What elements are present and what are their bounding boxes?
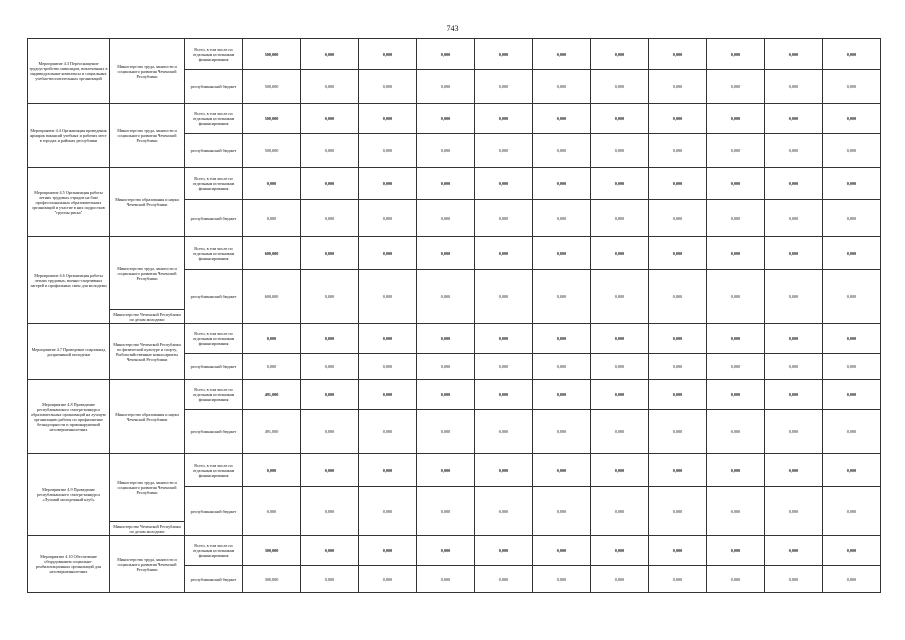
amount-cell: 0,000: [823, 487, 881, 536]
amount-cell: 0,000: [823, 454, 881, 487]
amount-cell: 0,000: [765, 380, 823, 410]
budget-table: [27, 38, 881, 593]
amount-cell: 0,000: [823, 536, 881, 566]
amount-cell: 0,000: [359, 104, 417, 134]
amount-cell: 0,000: [475, 39, 533, 70]
amount-cell: 0,000: [707, 39, 765, 70]
amount-cell: 0,000: [707, 487, 765, 536]
amount-cell: 0,000: [823, 200, 881, 237]
amount-cell: 0,000: [649, 200, 707, 237]
executor-name: Министерство труда, занятости и социального развития Чеченской Республики: [110, 237, 185, 310]
amount-cell: 500,000: [243, 104, 301, 134]
amount-cell: 0,000: [301, 237, 359, 270]
amount-cell: 0,000: [823, 104, 881, 134]
amount-cell: 0,000: [475, 487, 533, 536]
amount-cell: 0,000: [359, 536, 417, 566]
amount-cell: 0,000: [301, 380, 359, 410]
amount-cell: 0,000: [649, 104, 707, 134]
funding-source: республиканский бюджет: [185, 200, 243, 237]
amount-cell: 0,000: [301, 354, 359, 380]
amount-cell: 0,000: [475, 354, 533, 380]
amount-cell: 600,000: [243, 270, 301, 324]
amount-cell: 0,000: [417, 324, 475, 354]
funding-source: республиканский бюджет: [185, 354, 243, 380]
measure-name: Мероприятие 4.9 Проведение республиканского смотра-конкурса «Лучший молодежный клуб»: [28, 454, 110, 536]
amount-cell: 0,000: [649, 354, 707, 380]
amount-cell: 0,000: [359, 410, 417, 454]
amount-cell: 0,000: [475, 168, 533, 200]
amount-cell: 0,000: [301, 536, 359, 566]
amount-cell: 0,000: [301, 168, 359, 200]
amount-cell: 0,000: [417, 168, 475, 200]
amount-cell: 0,000: [707, 536, 765, 566]
amount-cell: 0,000: [417, 200, 475, 237]
amount-cell: 0,000: [707, 168, 765, 200]
executor-name: Министерство Чеченской Республики по делам молодежи: [110, 522, 185, 536]
amount-cell: 0,000: [533, 237, 591, 270]
measure-name: Мероприятие 4.7 Проведение спартакиад допризывной молодежи: [28, 324, 110, 380]
amount-cell: 0,000: [243, 354, 301, 380]
amount-cell: 0,000: [417, 237, 475, 270]
amount-cell: 491,000: [243, 410, 301, 454]
amount-cell: 500,000: [243, 70, 301, 104]
amount-cell: 0,000: [301, 566, 359, 593]
amount-cell: 0,000: [243, 487, 301, 536]
amount-cell: 0,000: [591, 70, 649, 104]
amount-cell: 0,000: [417, 410, 475, 454]
table-row: [28, 168, 881, 200]
funding-source: республиканский бюджет: [185, 487, 243, 536]
amount-cell: 0,000: [475, 410, 533, 454]
measure-name: Мероприятие 4.3 Переоснащение трудоустройство инвалидов, вовлеченных в индивидуальные комплексы и социальных учебно-воспитательных организаций: [28, 39, 110, 104]
amount-cell: 0,000: [417, 566, 475, 593]
amount-cell: 0,000: [591, 380, 649, 410]
amount-cell: 0,000: [649, 134, 707, 168]
amount-cell: 0,000: [475, 200, 533, 237]
amount-cell: 0,000: [533, 39, 591, 70]
amount-cell: 0,000: [475, 380, 533, 410]
amount-cell: 0,000: [533, 566, 591, 593]
amount-cell: 0,000: [591, 134, 649, 168]
amount-cell: 0,000: [475, 324, 533, 354]
amount-cell: 0,000: [243, 454, 301, 487]
table-row: [28, 324, 881, 354]
amount-cell: 0,000: [475, 134, 533, 168]
budget-table-body: [28, 39, 881, 593]
amount-cell: 0,000: [243, 200, 301, 237]
executor-name: Министерство труда, занятости и социального развития Чеченской Республики: [110, 536, 185, 593]
amount-cell: 0,000: [301, 200, 359, 237]
amount-cell: 0,000: [591, 487, 649, 536]
amount-cell: 0,000: [417, 536, 475, 566]
amount-cell: 491,000: [243, 380, 301, 410]
amount-cell: 0,000: [765, 566, 823, 593]
amount-cell: 0,000: [359, 487, 417, 536]
amount-cell: 0,000: [591, 454, 649, 487]
amount-cell: 0,000: [649, 566, 707, 593]
table-row: [28, 39, 881, 70]
amount-cell: 0,000: [533, 324, 591, 354]
amount-cell: 0,000: [823, 270, 881, 324]
amount-cell: 0,000: [765, 454, 823, 487]
amount-cell: 0,000: [417, 134, 475, 168]
amount-cell: 0,000: [707, 380, 765, 410]
amount-cell: 0,000: [533, 487, 591, 536]
amount-cell: 0,000: [707, 354, 765, 380]
amount-cell: 0,000: [301, 487, 359, 536]
amount-cell: 0,000: [533, 270, 591, 324]
amount-cell: 0,000: [591, 324, 649, 354]
amount-cell: 0,000: [707, 566, 765, 593]
amount-cell: 0,000: [765, 104, 823, 134]
amount-cell: 0,000: [765, 237, 823, 270]
amount-cell: 0,000: [591, 104, 649, 134]
amount-cell: 0,000: [823, 410, 881, 454]
amount-cell: 0,000: [707, 324, 765, 354]
amount-cell: 0,000: [533, 200, 591, 237]
amount-cell: 0,000: [707, 104, 765, 134]
table-row: [28, 380, 881, 410]
amount-cell: 0,000: [533, 168, 591, 200]
amount-cell: 0,000: [301, 39, 359, 70]
amount-cell: 0,000: [591, 39, 649, 70]
amount-cell: 0,000: [533, 454, 591, 487]
amount-cell: 0,000: [649, 70, 707, 104]
amount-cell: 0,000: [359, 134, 417, 168]
amount-cell: 0,000: [765, 410, 823, 454]
amount-cell: 0,000: [591, 536, 649, 566]
amount-cell: 0,000: [649, 454, 707, 487]
amount-cell: 0,000: [765, 134, 823, 168]
amount-cell: 0,000: [765, 39, 823, 70]
amount-cell: 0,000: [301, 410, 359, 454]
amount-cell: 0,000: [417, 104, 475, 134]
amount-cell: 0,000: [649, 39, 707, 70]
amount-cell: 0,000: [359, 324, 417, 354]
funding-source: республиканский бюджет: [185, 70, 243, 104]
amount-cell: 0,000: [649, 410, 707, 454]
amount-cell: 0,000: [301, 104, 359, 134]
amount-cell: 500,000: [243, 39, 301, 70]
amount-cell: 0,000: [823, 237, 881, 270]
amount-cell: 0,000: [359, 270, 417, 324]
executor-name: Министерство Чеченской Республики по физической культуре и спорту, Рыбохозяйственные комиссариаты Чеченской Республики: [110, 324, 185, 380]
amount-cell: 0,000: [649, 487, 707, 536]
amount-cell: 0,000: [765, 354, 823, 380]
amount-cell: 0,000: [707, 200, 765, 237]
amount-cell: 0,000: [591, 566, 649, 593]
page-number: 743: [446, 24, 459, 33]
executor-name: Министерство образования и науки Чеченской Республики: [110, 168, 185, 237]
amount-cell: 0,000: [649, 380, 707, 410]
amount-cell: 600,000: [243, 237, 301, 270]
funding-source: Всего, в том числе по отдельным источникам финансирования: [185, 39, 243, 70]
amount-cell: 0,000: [765, 487, 823, 536]
funding-source: республиканский бюджет: [185, 410, 243, 454]
amount-cell: 0,000: [475, 104, 533, 134]
amount-cell: 0,000: [417, 454, 475, 487]
amount-cell: 0,000: [707, 270, 765, 324]
funding-source: Всего, в том числе по отдельным источникам финансирования: [185, 380, 243, 410]
table-row: [28, 536, 881, 566]
measure-name: Мероприятие 4.10 Обеспечение оборудованием социально-реабилитационных организаций для несовершеннолетних: [28, 536, 110, 593]
amount-cell: 0,000: [649, 536, 707, 566]
amount-cell: 0,000: [707, 237, 765, 270]
amount-cell: 500,000: [243, 134, 301, 168]
amount-cell: 0,000: [765, 270, 823, 324]
funding-source: Всего, в том числе по отдельным источникам финансирования: [185, 168, 243, 200]
table-row: [28, 104, 881, 134]
amount-cell: 0,000: [475, 454, 533, 487]
amount-cell: 0,000: [417, 70, 475, 104]
amount-cell: 0,000: [591, 354, 649, 380]
amount-cell: 0,000: [301, 270, 359, 324]
executor-name: Министерство труда, занятости и социального развития Чеченской Республики: [110, 454, 185, 522]
amount-cell: 0,000: [359, 70, 417, 104]
amount-cell: 0,000: [765, 536, 823, 566]
amount-cell: 0,000: [823, 566, 881, 593]
amount-cell: 0,000: [243, 324, 301, 354]
amount-cell: 0,000: [707, 134, 765, 168]
funding-source: Всего, в том числе по отдельным источникам финансирования: [185, 454, 243, 487]
funding-source: Всего, в том числе по отдельным источникам финансирования: [185, 237, 243, 270]
amount-cell: 0,000: [359, 237, 417, 270]
amount-cell: 0,000: [301, 454, 359, 487]
table-row: [28, 454, 881, 487]
amount-cell: 0,000: [649, 324, 707, 354]
amount-cell: 0,000: [823, 134, 881, 168]
amount-cell: 0,000: [359, 454, 417, 487]
amount-cell: 0,000: [359, 354, 417, 380]
amount-cell: 0,000: [591, 237, 649, 270]
funding-source: Всего, в том числе по отдельным источникам финансирования: [185, 536, 243, 566]
amount-cell: 0,000: [591, 270, 649, 324]
amount-cell: 0,000: [359, 200, 417, 237]
amount-cell: 0,000: [417, 39, 475, 70]
amount-cell: 0,000: [417, 354, 475, 380]
amount-cell: 0,000: [533, 410, 591, 454]
amount-cell: 0,000: [417, 380, 475, 410]
amount-cell: 0,000: [475, 566, 533, 593]
amount-cell: 0,000: [707, 70, 765, 104]
amount-cell: 0,000: [823, 324, 881, 354]
amount-cell: 0,000: [823, 39, 881, 70]
table-row: [28, 237, 881, 270]
amount-cell: 0,000: [765, 200, 823, 237]
amount-cell: 0,000: [417, 487, 475, 536]
amount-cell: 0,000: [533, 70, 591, 104]
amount-cell: 0,000: [591, 410, 649, 454]
amount-cell: 0,000: [301, 324, 359, 354]
amount-cell: 0,000: [823, 354, 881, 380]
funding-source: Всего, в том числе по отдельным источникам финансирования: [185, 104, 243, 134]
funding-source: республиканский бюджет: [185, 270, 243, 324]
amount-cell: 0,000: [475, 70, 533, 104]
amount-cell: 0,000: [591, 168, 649, 200]
amount-cell: 0,000: [533, 134, 591, 168]
amount-cell: 0,000: [765, 168, 823, 200]
amount-cell: 0,000: [765, 324, 823, 354]
amount-cell: 0,000: [417, 270, 475, 324]
amount-cell: 300,000: [243, 536, 301, 566]
amount-cell: 0,000: [301, 134, 359, 168]
funding-source: республиканский бюджет: [185, 566, 243, 593]
amount-cell: 0,000: [475, 237, 533, 270]
amount-cell: 0,000: [823, 70, 881, 104]
measure-name: Мероприятие 4.5 Организация работы летних трудовых отрядов на базе профессиональных образовательных организаций и участие в них подростков "группы риска": [28, 168, 110, 237]
amount-cell: 0,000: [533, 536, 591, 566]
amount-cell: 0,000: [707, 410, 765, 454]
measure-name: Мероприятие 4.4 Организация проведения ярмарок вакансий учебных и рабочих мест в городах и районах республики: [28, 104, 110, 168]
amount-cell: 0,000: [823, 380, 881, 410]
amount-cell: 0,000: [475, 270, 533, 324]
amount-cell: 0,000: [533, 354, 591, 380]
amount-cell: 0,000: [243, 168, 301, 200]
amount-cell: 0,000: [591, 200, 649, 237]
executor-name: Министерство труда, занятости и социального развития Чеченской Республики: [110, 104, 185, 168]
amount-cell: 0,000: [359, 39, 417, 70]
executor-name: Министерство образования и науки Чеченской Республики: [110, 380, 185, 454]
amount-cell: 0,000: [475, 536, 533, 566]
measure-name: Мероприятие 4.8 Проведение республиканского смотра-конкурса образовательных организаций на лучшую организацию работы по профилактике безнадзорности и правонарушений несовершеннолетних: [28, 380, 110, 454]
amount-cell: 0,000: [649, 270, 707, 324]
funding-source: республиканский бюджет: [185, 134, 243, 168]
amount-cell: 0,000: [823, 168, 881, 200]
amount-cell: 0,000: [359, 380, 417, 410]
funding-source: Всего, в том числе по отдельным источникам финансирования: [185, 324, 243, 354]
executor-name: Министерство Чеченской Республики по делам молодежи: [110, 310, 185, 324]
executor-name: Министерство труда, занятости и социального развития Чеченской Республики: [110, 39, 185, 104]
amount-cell: 0,000: [765, 70, 823, 104]
amount-cell: 0,000: [649, 168, 707, 200]
amount-cell: 0,000: [649, 237, 707, 270]
amount-cell: 0,000: [301, 70, 359, 104]
amount-cell: 0,000: [359, 168, 417, 200]
amount-cell: 300,000: [243, 566, 301, 593]
amount-cell: 0,000: [707, 454, 765, 487]
amount-cell: 0,000: [359, 566, 417, 593]
measure-name: Мероприятие 4.6 Организация работы летних трудовых, военно-спортивных лагерей и профильных смен для молодежи: [28, 237, 110, 324]
amount-cell: 0,000: [533, 380, 591, 410]
amount-cell: 0,000: [533, 104, 591, 134]
